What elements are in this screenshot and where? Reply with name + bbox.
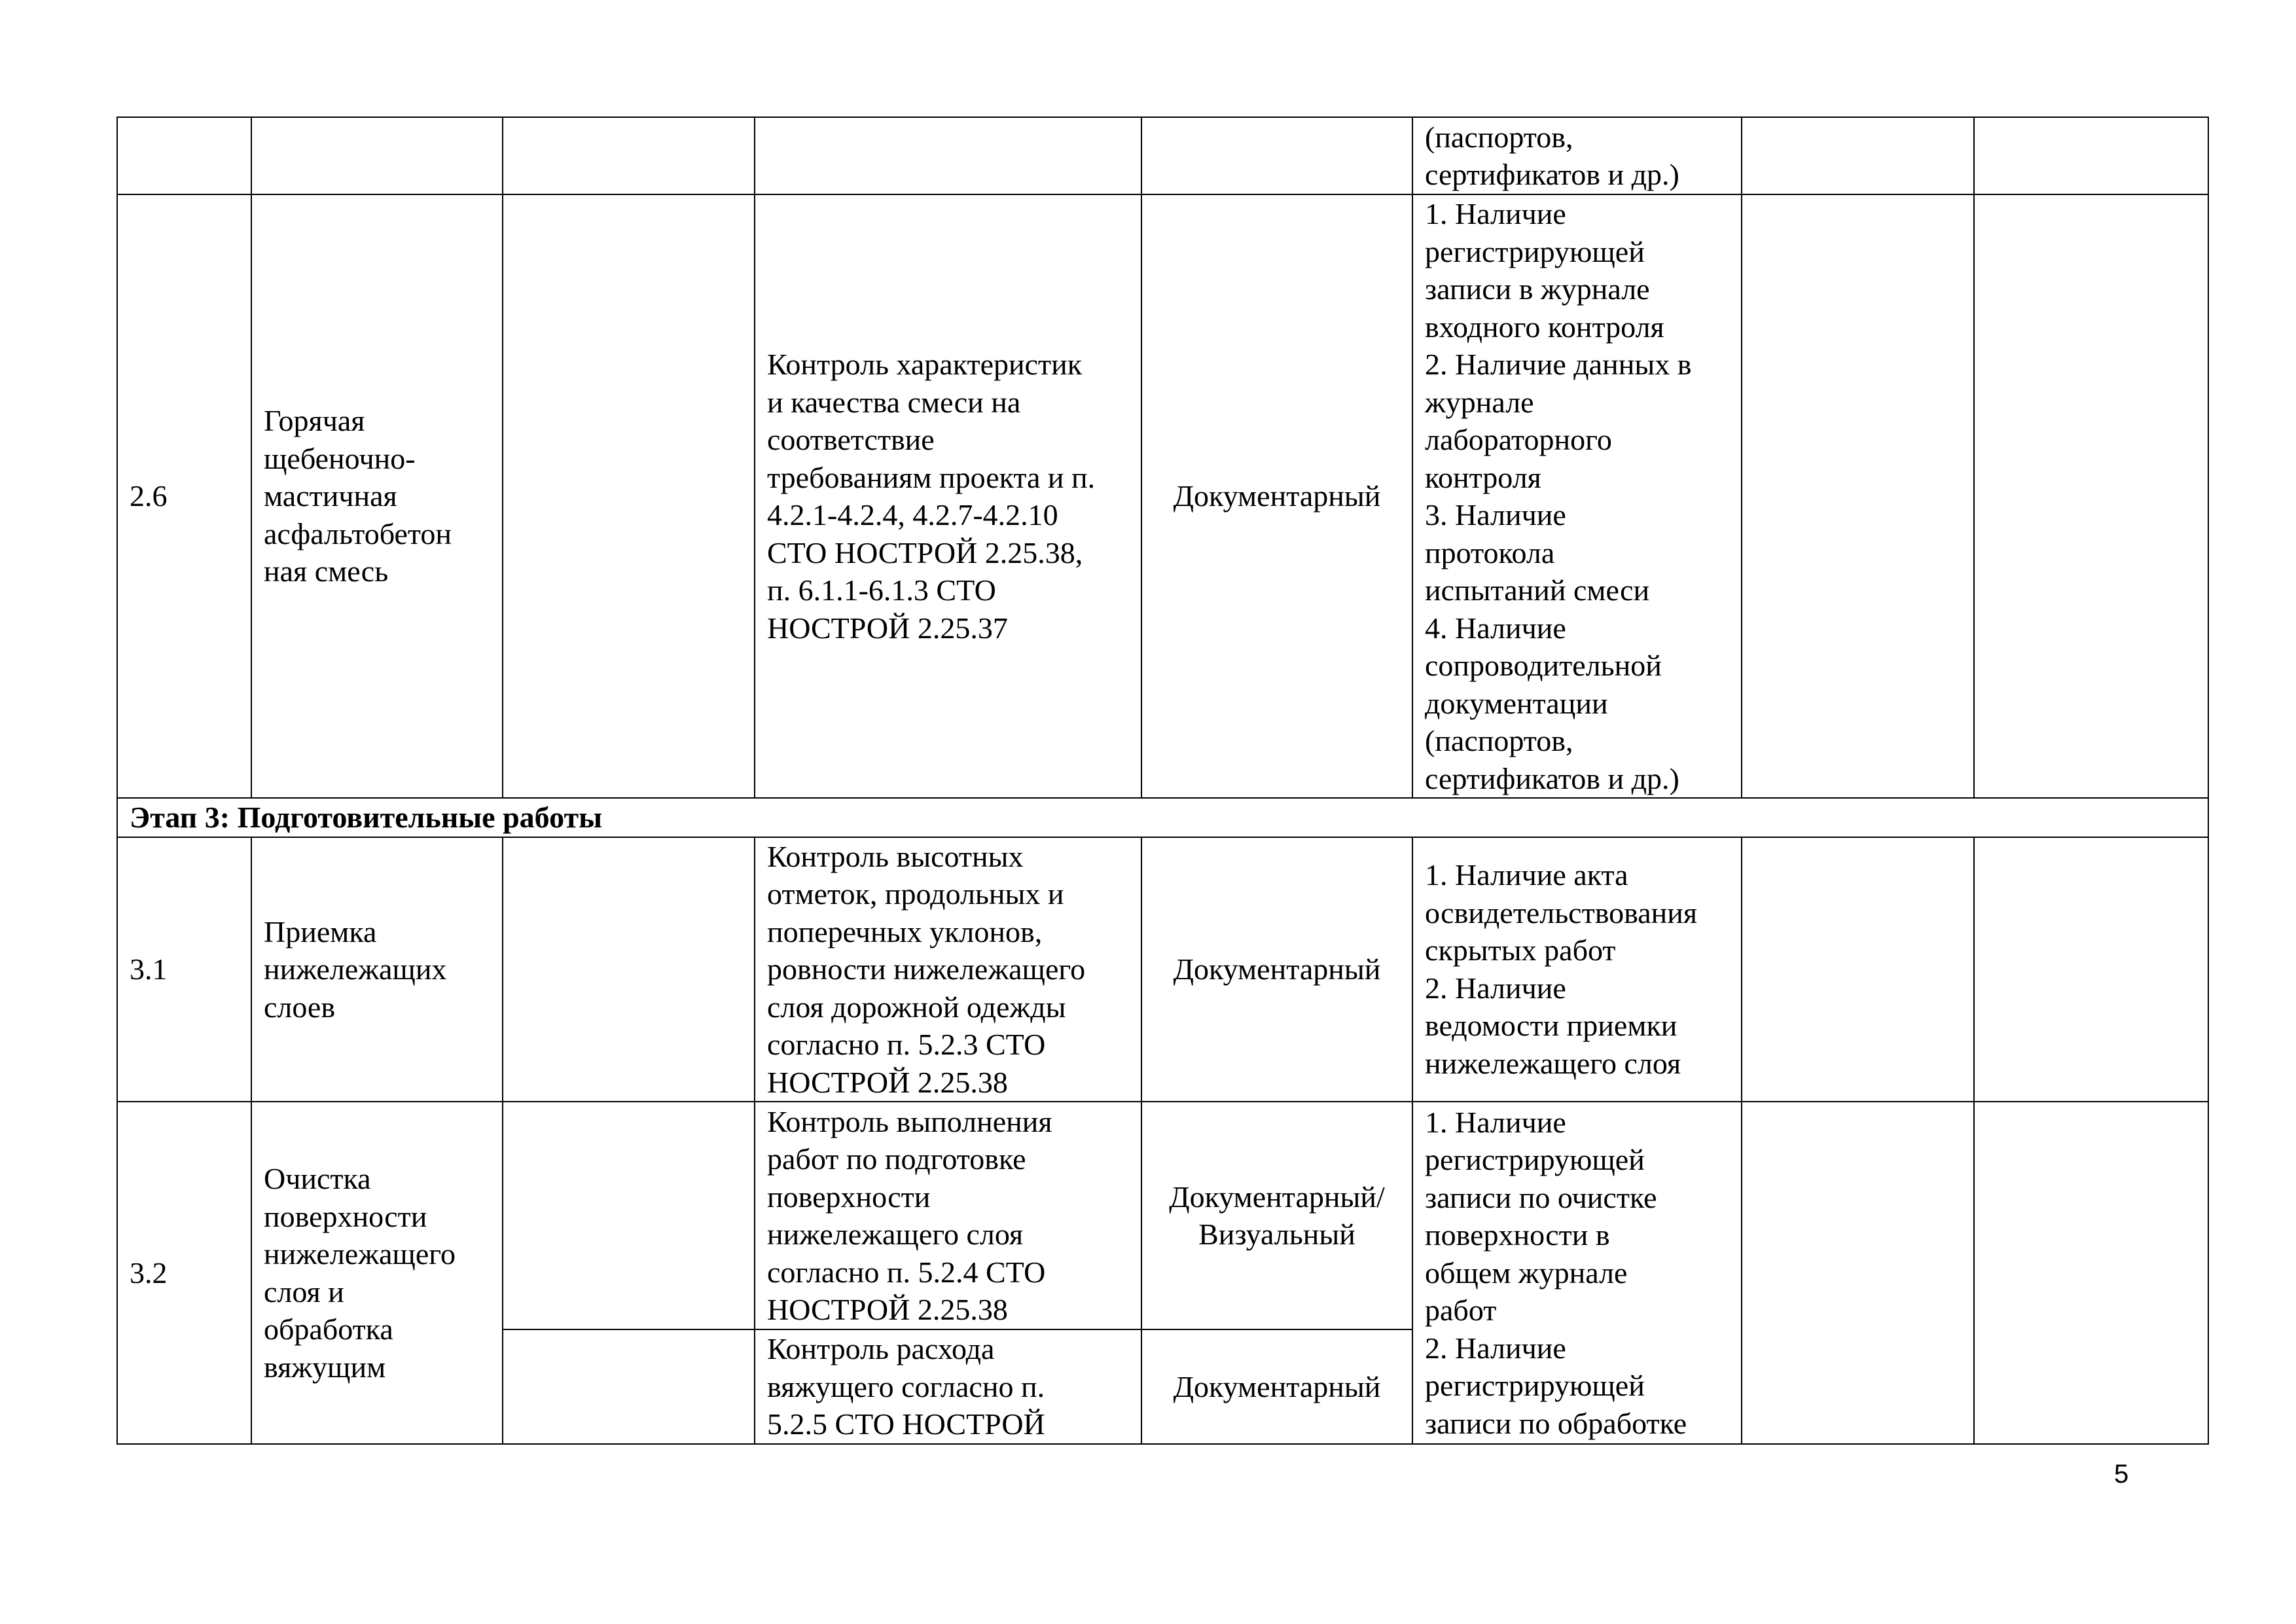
table-row-3-1 — [117, 837, 2208, 1102]
cell-number: 3.1 — [117, 837, 251, 1102]
cell-empty — [1742, 1102, 1974, 1444]
cell-empty — [1974, 837, 2208, 1102]
table-row-continuation — [117, 117, 2208, 194]
cell-empty — [503, 1102, 755, 1329]
cell-method: Документарный/ Визуальный — [1141, 1102, 1412, 1329]
cell-method — [1141, 117, 1412, 194]
cell-criteria: 1. Наличие регистрирующей записи по очистке поверхности в общем журнале работ 2. Наличие регистрирующей записи по обработке — [1412, 1102, 1742, 1444]
stage-heading: Этап 3: Подготовительные работы — [117, 798, 2208, 837]
cell-control: Контроль выполнения работ по подготовке поверхности нижележащего слоя согласно п. 5.2.4 СТО НОСТРОЙ 2.25.38 — [755, 1102, 1141, 1329]
cell-empty — [503, 1329, 755, 1444]
cell-criteria: 1. Наличие акта освидетельствования скрытых работ 2. Наличие ведомости приемки нижележащего слоя — [1412, 837, 1742, 1102]
page-number: 5 — [2114, 1460, 2129, 1489]
cell-empty — [503, 117, 755, 194]
cell-number: 2.6 — [117, 194, 251, 798]
cell-method: Документарный — [1141, 1329, 1412, 1444]
cell-empty — [503, 837, 755, 1102]
cell-control: Контроль характеристик и качества смеси на соответствие требованиям проекта и п. 4.2.1-4.2.4, 4.2.7-4.2.10 СТО НОСТРОЙ 2.25.38, п. 6.1.1-6.1.3 СТО НОСТРОЙ 2.25.37 — [755, 194, 1141, 798]
cell-control: Контроль высотных отметок, продольных и поперечных уклонов, ровности нижележащего слоя дорожной одежды согласно п. 5.2.3 СТО НОСТРОЙ 2.25.38 — [755, 837, 1141, 1102]
cell-empty — [503, 194, 755, 798]
control-table — [117, 117, 2209, 1445]
cell-empty — [1974, 1102, 2208, 1444]
cell-control — [755, 117, 1141, 194]
cell-method: Документарный — [1141, 194, 1412, 798]
cell-name — [251, 117, 503, 194]
table-row-2-6 — [117, 194, 2208, 798]
cell-method: Документарный — [1141, 837, 1412, 1102]
cell-number: 3.2 — [117, 1102, 251, 1444]
cell-empty — [1742, 117, 1974, 194]
cell-number — [117, 117, 251, 194]
cell-criteria: 1. Наличие регистрирующей записи в журнале входного контроля 2. Наличие данных в журнале лабораторного контроля 3. Наличие протокола испытаний смеси 4. Наличие сопроводительной документации (паспортов, сертификатов и др.) — [1412, 194, 1742, 798]
cell-empty — [1742, 194, 1974, 798]
cell-empty — [1974, 117, 2208, 194]
stage-heading-row — [117, 798, 2208, 837]
cell-name: Приемка нижележащих слоев — [251, 837, 503, 1102]
cell-control: Контроль расхода вяжущего согласно п. 5.2.5 СТО НОСТРОЙ — [755, 1329, 1141, 1444]
cell-empty — [1974, 194, 2208, 798]
cell-empty — [1742, 837, 1974, 1102]
cell-criteria: (паспортов, сертификатов и др.) — [1412, 117, 1742, 194]
cell-name: Горячая щебеночно- мастичная асфальтобетон ная смесь — [251, 194, 503, 798]
cell-name: Очистка поверхности нижележащего слоя и обработка вяжущим — [251, 1102, 503, 1444]
table-row-3-2a — [117, 1102, 2208, 1329]
